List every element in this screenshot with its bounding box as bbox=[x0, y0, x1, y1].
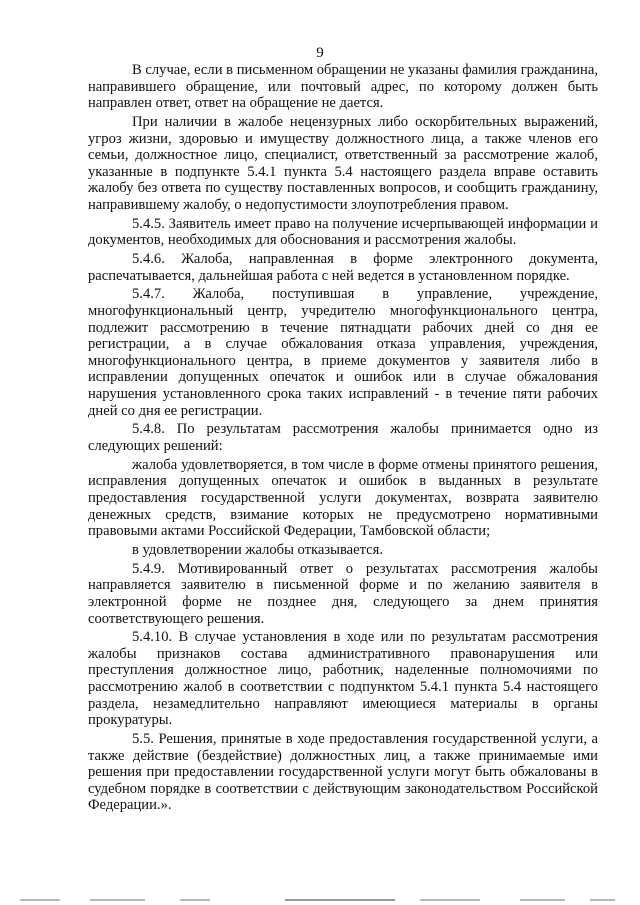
paragraph-9: 5.4.9. Мотивированный ответ о результатах рассмотрения жалобы направляется заявителю в письменной форме и по желанию заявителя в электронной форме не позднее дня, следующего за днем принятия соответствующего решения. bbox=[88, 560, 598, 627]
paragraph-8: в удовлетворении жалобы отказывается. bbox=[132, 541, 384, 558]
paragraph-11: 5.5. Решения, принятые в ходе предоставления государственной услуги, а также действие (бездействие) должностных лиц, а также принимаемые ими решения при предоставлении государственной услуги могут быть обжалованы в судебном порядке в соответствии с действующим законодательством Российской Федерации.». bbox=[88, 731, 598, 814]
scan-artifact-strip bbox=[20, 895, 620, 905]
paragraph-1: В случае, если в письменном обращении не указаны фамилия гражданина, направившего обращение, или почтовый адрес, по которому должен быть направлен ответ, ответ на обращение не дается. bbox=[88, 62, 598, 112]
paragraph-10: 5.4.10. В случае установления в ходе или по результатам рассмотрения жалобы признаков состава административного правонарушения или преступления должностное лицо, работник, наделенные полномочиями по рассмотрению жалоб в соответствии с подпунктом 5.4.1 пункта 5.4 настоящего раздела, незамедлительно направляют имеющиеся материалы в органы прокуратуры. bbox=[88, 629, 598, 729]
paragraph-2: При наличии в жалобе нецензурных либо оскорбительных выражений, угроз жизни, здоровью и имуществу должностного лица, а также членов его семьи, должностное лицо, специалист, ответственный за рассмотрение жалоб, указанные в подпункте 5.4.1 пункта 5.4 настоящего раздела вправе оставить жалобу без ответа по существу поставленных вопросов, и сообщить гражданину, направившему жалобу, о недопустимости злоупотребления правом. bbox=[88, 113, 598, 213]
paragraph-7: жалоба удовлетворяется, в том числе в форме отмены принятого решения, исправления допущенных опечаток и ошибок в выданных в результате предоставления государственной услуги документах, возврата заявителю денежных средств, взимание которых не предусмотрено нормативными правовыми актами Российской Федерации, Тамбовской области; bbox=[88, 456, 598, 540]
paragraph-5: 5.4.7. Жалоба, поступившая в управление, учреждение, многофункциональный центр, учредителю многофункционального центра, подлежит рассмотрению в течение пятнадцати рабочих дней со дня ее регистрации, а в случае обжалования отказа управления, учреждения, многофункционального центра, в приеме документов у заявителя либо в исправлении допущенных опечаток и ошибок или в случае обжалования нарушения установленного срока таких исправлений - в течение пяти рабочих дней со дня ее регистрации. bbox=[88, 286, 598, 419]
paragraph-6: 5.4.8. По результатам рассмотрения жалобы принимается одно из следующих решений: bbox=[88, 421, 598, 454]
paragraph-4: 5.4.6. Жалоба, направленная в форме электронного документа, распечатывается, дальнейшая работа с ней ведется в установленном порядке. bbox=[88, 251, 598, 284]
page-number: 9 bbox=[316, 45, 324, 61]
paragraph-3: 5.4.5. Заявитель имеет право на получение исчерпывающей информации и документов, необходимых для обоснования и рассмотрения жалобы. bbox=[88, 215, 598, 249]
document-body bbox=[88, 62, 598, 814]
